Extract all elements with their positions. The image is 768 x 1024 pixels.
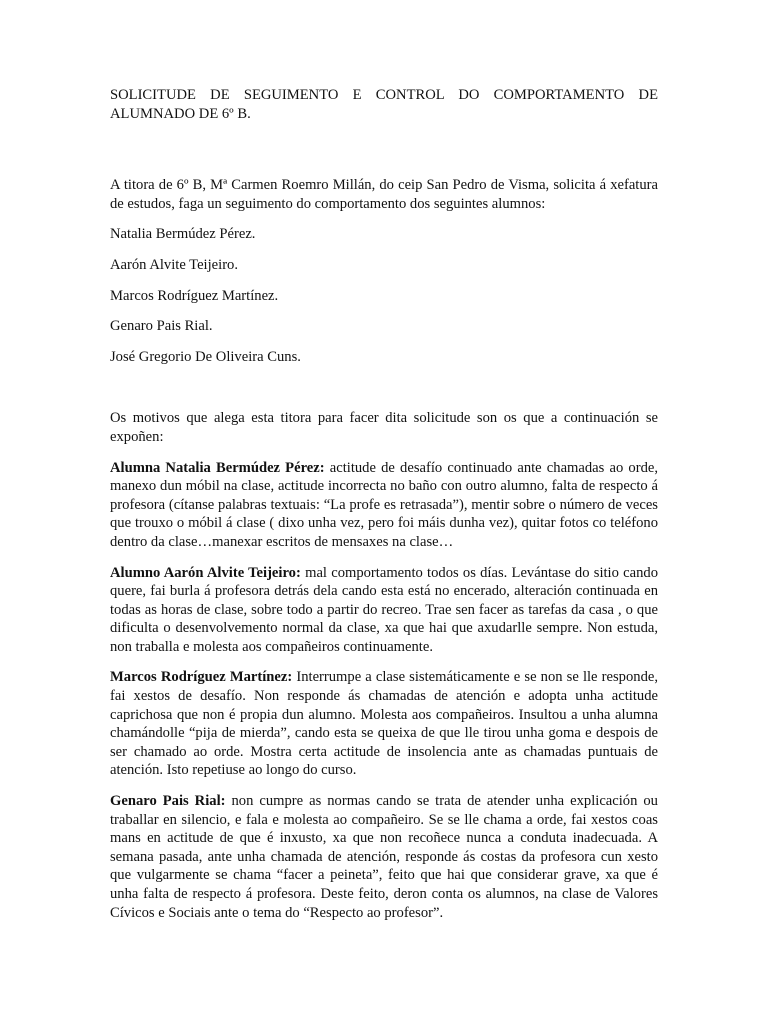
reason-text: non cumpre as normas cando se trata de atender unha explicación ou traballar en silencio, e fala e molesta ao compañeiro. Se se lle chama a orde, fai xestos coas mans en actitude de que é inxusto, xa que non recoñece nunca a conduta inadecuada. A semana pasada, ante unha chamada de atención, responde ás costas da profesora cun xesto que vulgarmente se chama “facer a peineta”, feito que hai que considerar grave, xa que é unha falta de respecto á profesora. Deste feito, deron conta os alumnos, na clase de Valores Cívicos e Sociais ante o tema do “Respecto ao profesor”. [110,793,658,921]
reason-student-name: Alumna Natalia Bermúdez Pérez: [110,459,325,476]
reason-text: actitude de desafío continuado ante chamadas ao orde, manexo dun móbil na clase, actitude incorrecta no baño con outro alumno, falta de respecto á profesora (cítanse palabras textuais: “La profe es retrasada”), mentir sobre o número de veces que trouxo o móbil á clase ( dixo unha vez, pero foi máis dunha vez), quitar fotos co teléfono dentro da clase…manexar escritos de mensaxes na clase… [110,459,658,550]
student-name: José Gregorio De Oliveira Cuns. [110,348,301,365]
student-name: Aarón Alvite Teijeiro. [110,256,238,273]
reason-text: mal comportamento todos os días. Levántase do sitio cando quere, fai burla á profesora detrás dela cando esta está no encerado, alteración continuada en todas as horas de clase, sobre todo a partir do recreo. Trae sen facer as tarefas da casa , o que dificulta o desenvolvemento normal da clase, xa que hai que axudarlle sempre. Non estuda, non traballa e molesta aos compañeiros continuamente. [110,564,658,655]
student-name: Genaro Pais Rial. [110,318,213,335]
document-page [110,86,658,922]
reason-paragraph-genaro [110,792,658,922]
reasons-intro-paragraph: Os motivos que alega esta titora para facer dita solicitude son os que a continuación se expoñen: [110,410,658,445]
reason-paragraph-marcos [110,668,658,780]
document-title: SOLICITUDE DE SEGUIMENTO E CONTROL DO COMPORTAMENTO DE ALUMNADO DE 6º B. [110,87,658,122]
intro-paragraph: A titora de 6º B, Mª Carmen Roemro Millán, do ceip San Pedro de Visma, solicita á xefatura de estudos, faga un seguimento do comportamento dos seguintes alumnos: [110,177,658,212]
reason-paragraph-aaron [110,564,658,657]
reason-text: Interrumpe a clase sistemáticamente e se non se lle responde, fai xestos de desafío. Non responde ás chamadas de atención e adopta unha actitude caprichosa que non é propia dun alumno. Molesta aos compañeiros. Insultou a unha alumna chamándolle “pija de mierda”, cando esta se queixa de que lle tirou unha goma e despois de ser chamado ao orde. Mostra certa actitude de insolencia ante as chamadas puntuais de atención. Isto repetiuse ao longo do curso. [110,669,658,779]
reason-student-name: Alumno Aarón Alvite Teijeiro: [110,564,301,581]
reason-student-name: Marcos Rodríguez Martínez: [110,669,293,686]
student-name: Natalia Bermúdez Pérez. [110,226,256,243]
reason-paragraph-natalia [110,459,658,552]
student-name: Marcos Rodríguez Martínez. [110,287,279,304]
reason-student-name: Genaro Pais Rial: [110,793,226,810]
